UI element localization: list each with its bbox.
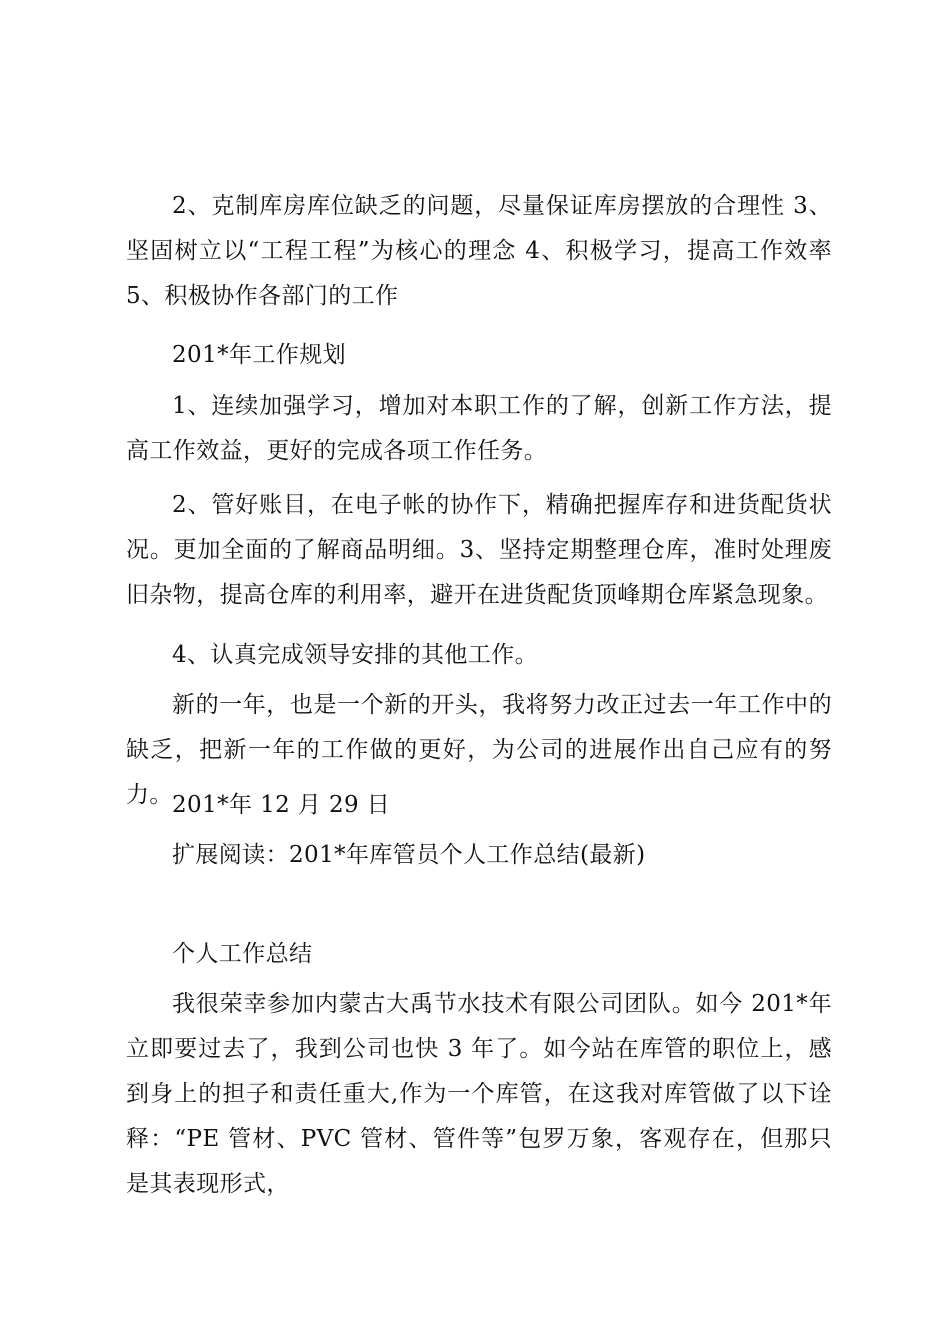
paragraph-plan-item-1: 1、连续加强学习，增加对本职工作的了解，创新工作方法，提高工作效益，更好的完成各项工作任务。 xyxy=(126,393,832,464)
paragraph-plan-item-4: 4、认真完成领导安排的其他工作。 xyxy=(172,642,539,668)
paragraph-new-year: 新的一年，也是一个新的开头，我将努力改正过去一年工作中的缺乏，把新一年的工作做的更好，为公司的进展作出自己应有的努力。 xyxy=(126,692,832,808)
extended-reading-title: 扩展阅读：201*年库管员个人工作总结(最新) xyxy=(172,842,646,868)
section-heading-personal-summary: 个人工作总结 xyxy=(172,941,313,967)
paragraph-warehouse-goals: 2、克制库房库位缺乏的问题，尽量保证库房摆放的合理性 3、坚固树立以“工程工程”为核心的理念 4、积极学习，提高工作效率 5、积极协作各部门的工作 xyxy=(126,193,832,309)
paragraph-plan-item-2-3: 2、管好账目，在电子帐的协作下，精确把握库存和进货配货状况。更加全面的了解商品明细。3、坚持定期整理仓库，准时处理废旧杂物，提高仓库的利用率，避开在进货配货顶峰期仓库紧急现象。 xyxy=(126,492,832,608)
document-date: 201*年 12 月 29 日 xyxy=(172,792,391,818)
paragraph-personal-summary: 我很荣幸参加内蒙古大禹节水技术有限公司团队。如今 201*年立即要过去了，我到公司也快 3 年了。如今站在库管的职位上，感到身上的担子和责任重大,作为一个库管，在这我对库管做了以下诠释：“PE 管材、PVC 管材、管件等”包罗万象，客观存在，但那只是其表现形式， xyxy=(126,991,832,1197)
section-heading-work-plan: 201*年工作规划 xyxy=(172,342,346,368)
